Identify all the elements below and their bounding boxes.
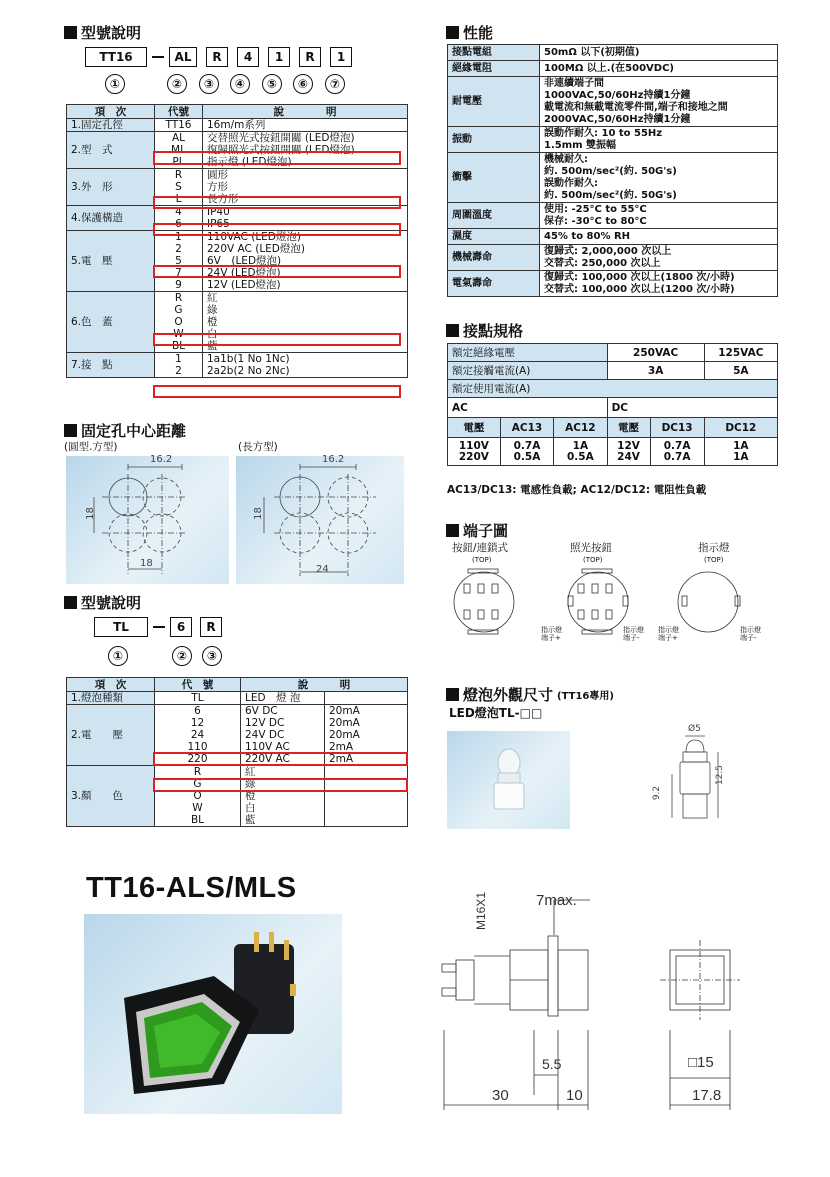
- code: W: [192, 802, 203, 814]
- perf-value: [540, 271, 778, 297]
- perf-line: 復歸式: 100,000 次以上(1800 次/小時): [544, 271, 735, 283]
- perf-line: 45% to 80% RH: [544, 230, 631, 242]
- perf-row: [448, 271, 778, 297]
- rated-i-value: 5A: [704, 362, 777, 380]
- dash-icon: [153, 626, 165, 628]
- table-row: [67, 231, 408, 292]
- terminal-tag: 指示燈 端子-: [740, 626, 761, 642]
- perf-row: [448, 127, 778, 153]
- amp: [329, 778, 403, 790]
- terminal-title: 端子圖: [446, 520, 508, 541]
- circle-number: ⑤: [262, 74, 282, 94]
- code-part: 1: [268, 47, 290, 67]
- perf-value: [540, 61, 778, 77]
- perf-key: 電氣壽命: [448, 271, 540, 297]
- amp: 2mA: [329, 753, 354, 765]
- model-title-1: 型號說明: [64, 22, 141, 43]
- desc: 12V (LED燈泡): [207, 279, 281, 291]
- ac-label: AC: [448, 398, 608, 418]
- row-item: 5.電 壓: [67, 231, 155, 292]
- code: TL: [191, 692, 204, 704]
- code-part: R: [200, 617, 222, 637]
- row-item: 3.顏 色: [67, 766, 155, 827]
- desc: 長方形: [207, 193, 239, 205]
- row-item: 6.色 蓋: [67, 292, 155, 353]
- dim-label: 18: [84, 507, 96, 520]
- code: R: [193, 766, 202, 778]
- rated-v-value: 250VAC: [607, 344, 704, 362]
- perf-key: 濕度: [448, 229, 540, 245]
- bulb-drawing: [650, 722, 740, 832]
- code: 5: [175, 255, 182, 267]
- dim-label: 5.5: [542, 1056, 562, 1072]
- table-row: [67, 169, 408, 206]
- desc: 24V (LED燈泡): [207, 267, 281, 279]
- hole-diagram-rect: [236, 456, 404, 584]
- square-bullet-icon: [446, 688, 459, 701]
- code: 1: [175, 231, 182, 243]
- row-codes: [155, 353, 203, 378]
- desc: IP40: [207, 206, 230, 218]
- code-part: AL: [169, 47, 197, 67]
- circle-number: ②: [172, 646, 192, 666]
- col-header: 項 次: [67, 105, 155, 119]
- row-codes: [155, 766, 241, 827]
- desc: 白: [207, 328, 218, 340]
- contact-val: 110V 220V: [448, 438, 501, 466]
- code: R: [174, 169, 183, 181]
- amp: [329, 814, 403, 826]
- desc: 1a1b(1 No 1Nc): [207, 353, 290, 365]
- perf-line: 機械耐久:: [544, 153, 588, 165]
- perf-line: 交替式: 100,000 次以上(1200 次/小時): [544, 283, 735, 295]
- code: 9: [175, 279, 182, 291]
- amp: 20mA: [329, 729, 360, 741]
- row-codes: [155, 169, 203, 206]
- row-descs: [203, 231, 408, 292]
- dim-label: 10: [566, 1087, 583, 1104]
- row-descs: [203, 132, 408, 169]
- dim-label: M16X1: [474, 891, 488, 930]
- code: PL: [172, 156, 185, 168]
- terminal-label: 照光按鈕: [570, 542, 612, 554]
- perf-line: 使用: -25°C to 55°C: [544, 203, 647, 215]
- code-part: R: [206, 47, 228, 67]
- product-title: TT16-ALS/MLS: [86, 872, 297, 904]
- desc: 綠: [207, 304, 218, 316]
- code: 220: [187, 753, 208, 765]
- perf-line: 保存: -30°C to 80°C: [544, 215, 647, 227]
- rated-v-label: 額定絕緣電壓: [448, 344, 608, 362]
- table-row: [67, 766, 408, 827]
- model-table-1: [66, 104, 408, 378]
- dim-label: 16.2: [322, 454, 345, 465]
- row-item: 1.固定孔徑: [67, 119, 155, 132]
- desc: 2a2b(2 No 2Nc): [207, 365, 290, 377]
- perf-row: [448, 77, 778, 127]
- table-row: [67, 206, 408, 231]
- perf-value: [540, 229, 778, 245]
- code: 1: [175, 353, 182, 365]
- desc: 6V DC: [245, 705, 278, 717]
- table-row: [67, 353, 408, 378]
- perf-value: [540, 203, 778, 229]
- model-table-2: [66, 677, 408, 827]
- desc: 白: [245, 802, 256, 814]
- perf-row: [448, 229, 778, 245]
- dim-label: 12.5: [715, 764, 726, 786]
- desc: 紅: [245, 766, 256, 778]
- code: 6: [194, 705, 201, 717]
- amp: 20mA: [329, 705, 360, 717]
- row-codes: [155, 206, 203, 231]
- model-code-1: [85, 47, 352, 67]
- row-descs: [241, 766, 325, 827]
- circle-number: ③: [202, 646, 222, 666]
- terminal-label: 指示燈: [698, 542, 730, 554]
- bulb-image: [447, 731, 570, 829]
- row-descs: [241, 692, 325, 705]
- dim-label: 16.2: [150, 454, 173, 465]
- code-part: TL: [94, 617, 148, 637]
- col-header: 說 明: [203, 105, 408, 119]
- code: 6: [175, 218, 182, 230]
- code: O: [193, 790, 202, 802]
- top-label: (TOP): [472, 556, 492, 564]
- code: 2: [175, 243, 182, 255]
- rated-i-value: 3A: [607, 362, 704, 380]
- code: R: [174, 292, 183, 304]
- rated-v-value: 125VAC: [704, 344, 777, 362]
- contact-col: AC13: [500, 418, 553, 438]
- desc: 220V AC: [245, 753, 290, 765]
- row-item: 4.保護構造: [67, 206, 155, 231]
- desc: 24V DC: [245, 729, 285, 741]
- desc: 交替照光式按鈕開關 (LED燈泡): [207, 132, 355, 144]
- contact-table: [447, 343, 778, 466]
- contact-col: 電壓: [448, 418, 501, 438]
- perf-value: [540, 45, 778, 61]
- table-row: [67, 292, 408, 353]
- code: AL: [171, 132, 186, 144]
- row-codes: [155, 292, 203, 353]
- dim-label: 17.8: [692, 1087, 722, 1104]
- code-part: TT16: [85, 47, 147, 67]
- perf-line: 交替式: 250,000 次以上: [544, 257, 661, 269]
- desc: 橙: [207, 316, 218, 328]
- perf-value: [540, 77, 778, 127]
- contact-val: 0.7A 0.5A: [500, 438, 553, 466]
- perf-row: [448, 203, 778, 229]
- perf-value: [540, 153, 778, 203]
- row-amps: [325, 692, 408, 705]
- code-part: 1: [330, 47, 352, 67]
- square-bullet-icon: [64, 26, 77, 39]
- desc: IP65: [207, 218, 230, 230]
- perf-line: 約. 500m/sec²(約. 50G's): [544, 165, 677, 177]
- perf-line: 1.5mm 雙振幅: [544, 139, 617, 151]
- circle-number: ①: [108, 646, 128, 666]
- perf-title: 性能: [446, 22, 493, 43]
- code: ML: [171, 144, 186, 156]
- desc: 紅: [207, 292, 218, 304]
- code: 2: [175, 365, 182, 377]
- code-circles-2: [94, 646, 234, 668]
- row-codes: [155, 692, 241, 705]
- code: O: [174, 316, 183, 328]
- col-header: 項 次: [67, 678, 155, 692]
- desc: 綠: [245, 778, 256, 790]
- code: L: [175, 193, 182, 205]
- desc: 藍: [207, 340, 218, 352]
- row-item: 2.電 壓: [67, 705, 155, 766]
- row-codes: [155, 132, 203, 169]
- perf-line: 2000VAC,50/60Hz持續1分鐘: [544, 113, 691, 125]
- bulb-title: 燈泡外觀尺寸 (TT16專用): [446, 684, 614, 705]
- contact-val: 12V 24V: [607, 438, 650, 466]
- dim-label: Ø5: [688, 724, 701, 734]
- perf-key: 機械壽命: [448, 245, 540, 271]
- model-code-2: [94, 617, 222, 637]
- amp: 2mA: [329, 741, 354, 753]
- desc: 110VAC (LED燈泡): [207, 231, 301, 243]
- row-codes: [155, 119, 203, 132]
- desc: 指示燈 (LED燈泡): [207, 156, 292, 168]
- code-circles-1: [85, 74, 355, 96]
- code-part: R: [299, 47, 321, 67]
- dim-label: 18: [140, 558, 153, 569]
- product-photo: [84, 914, 342, 1114]
- code: 7: [175, 267, 182, 279]
- table-row: [67, 132, 408, 169]
- circle-number: ④: [230, 74, 250, 94]
- code: 110: [187, 741, 208, 753]
- row-descs: [203, 119, 408, 132]
- bulb-sub: LED燈泡TL-□□: [449, 706, 543, 720]
- contact-val: 1A 1A: [704, 438, 777, 466]
- code-part: 4: [237, 47, 259, 67]
- row-item: 2.型 式: [67, 132, 155, 169]
- row-codes: [155, 231, 203, 292]
- top-label: (TOP): [583, 556, 603, 564]
- row-item: 7.接 點: [67, 353, 155, 378]
- dim-label: 18: [252, 507, 264, 520]
- perf-line: 50mΩ 以下(初期值): [544, 46, 640, 58]
- code: S: [175, 181, 182, 193]
- desc: 110V AC: [245, 741, 290, 753]
- contact-note: AC13/DC13: 電感性負載; AC12/DC12: 電阻性負載: [447, 484, 707, 496]
- terminal-tag: 指示燈 端子+: [541, 626, 562, 642]
- col-header: 說 明: [241, 678, 408, 692]
- dim-label: 9.2: [652, 785, 663, 801]
- circle-number: ①: [105, 74, 125, 94]
- desc: 橙: [245, 790, 256, 802]
- code: 12: [190, 717, 205, 729]
- model-title-2: 型號說明: [64, 592, 141, 613]
- perf-row: [448, 61, 778, 77]
- desc: 12V DC: [245, 717, 285, 729]
- perf-value: [540, 127, 778, 153]
- hole-label-rect: (長方型): [238, 441, 278, 453]
- desc: 16m/m系列: [207, 119, 266, 131]
- terminal-label: 按鈕/連鎖式: [452, 542, 509, 554]
- perf-line: 誤動作耐久:: [544, 177, 598, 189]
- dim-label: □15: [688, 1054, 714, 1071]
- square-bullet-icon: [446, 324, 459, 337]
- desc: 6V (LED燈泡): [207, 255, 282, 267]
- hole-title: 固定孔中心距離: [64, 420, 186, 441]
- code: BL: [171, 340, 186, 352]
- desc: LED 燈 泡: [245, 692, 301, 704]
- desc: 藍: [245, 814, 256, 826]
- row-item: 3.外 形: [67, 169, 155, 206]
- hole-diagram-round: [66, 456, 229, 584]
- square-bullet-icon: [64, 424, 77, 437]
- desc: 方形: [207, 181, 228, 193]
- perf-key: 耐電壓: [448, 77, 540, 127]
- product-image: [84, 914, 342, 1114]
- code-part: 6: [170, 617, 192, 637]
- code: G: [193, 778, 202, 790]
- perf-key: 周圍溫度: [448, 203, 540, 229]
- hole-label-round: (圓型.方型): [64, 441, 118, 453]
- perf-value: [540, 245, 778, 271]
- perf-row: [448, 245, 778, 271]
- dim-label: 24: [316, 564, 329, 575]
- perf-line: 誤動作耐久: 10 to 55Hz: [544, 127, 663, 139]
- terminal-tag: 指示燈 端子-: [623, 626, 644, 642]
- terminal-tag: 指示燈 端子+: [658, 626, 679, 642]
- row-codes: [155, 705, 241, 766]
- circle-number: ②: [167, 74, 187, 94]
- desc: 圓形: [207, 169, 228, 181]
- amp: [329, 790, 403, 802]
- row-descs: [203, 169, 408, 206]
- contact-col: 電壓: [607, 418, 650, 438]
- circle-number: ③: [199, 74, 219, 94]
- square-bullet-icon: [446, 524, 459, 537]
- perf-line: 約. 500m/sec²(約. 50G's): [544, 189, 677, 201]
- perf-key: 衝擊: [448, 153, 540, 203]
- dim-label: 30: [492, 1087, 509, 1104]
- row-descs: [241, 705, 325, 766]
- row-descs: [203, 206, 408, 231]
- amp: 20mA: [329, 717, 360, 729]
- col-header: 代 號: [155, 678, 241, 692]
- row-item: 1.燈泡種類: [67, 692, 155, 705]
- terminal-drawings: [446, 564, 776, 654]
- col-header: 代號: [155, 105, 203, 119]
- circle-number: ⑦: [325, 74, 345, 94]
- highlight-box: [153, 385, 401, 398]
- perf-table: [447, 44, 778, 297]
- perf-line: 非連續端子間: [544, 77, 604, 89]
- row-descs: [203, 292, 408, 353]
- use-i-label: 額定使用電流(A): [448, 380, 778, 398]
- square-bullet-icon: [446, 26, 459, 39]
- contact-title: 接點規格: [446, 320, 523, 341]
- contact-col: DC12: [704, 418, 777, 438]
- code: G: [174, 304, 183, 316]
- perf-row: [448, 153, 778, 203]
- desc: 復歸照光式按鈕開關 (LED燈泡): [207, 144, 355, 156]
- amp: [329, 766, 403, 778]
- perf-line: 復歸式: 2,000,000 次以上: [544, 245, 672, 257]
- perf-line: 100MΩ 以上.(在500VDC): [544, 62, 674, 74]
- dash-icon: [152, 56, 164, 58]
- row-amps: [325, 766, 408, 827]
- circle-number: ⑥: [293, 74, 313, 94]
- table-row: [67, 705, 408, 766]
- dim-label: 7max.: [536, 892, 577, 909]
- top-label: (TOP): [704, 556, 724, 564]
- amp: [329, 692, 403, 704]
- contact-col: DC13: [650, 418, 704, 438]
- contact-val: 1A 0.5A: [554, 438, 607, 466]
- rated-i-label: 額定接觸電流(A): [448, 362, 608, 380]
- code: 4: [175, 206, 182, 218]
- square-bullet-icon: [64, 596, 77, 609]
- amp: [329, 802, 403, 814]
- code: W: [173, 328, 184, 340]
- desc: 220V AC (LED燈泡): [207, 243, 305, 255]
- perf-key: 接點電組: [448, 45, 540, 61]
- perf-key: 振動: [448, 127, 540, 153]
- row-amps: [325, 705, 408, 766]
- bulb-photo: [447, 731, 570, 829]
- code: TT16: [165, 119, 192, 131]
- table-row: [67, 692, 408, 705]
- perf-key: 絕緣電阻: [448, 61, 540, 77]
- code: 24: [190, 729, 205, 741]
- perf-row: [448, 45, 778, 61]
- contact-val: 0.7A 0.7A: [650, 438, 704, 466]
- code: BL: [190, 814, 205, 826]
- perf-line: 1000VAC,50/60Hz持續1分鐘: [544, 89, 691, 101]
- dc-label: DC: [607, 398, 777, 418]
- table-row: [67, 119, 408, 132]
- perf-line: 載電流和無載電流零件間,端子和接地之間: [544, 101, 728, 113]
- contact-col: AC12: [554, 418, 607, 438]
- row-descs: [203, 353, 408, 378]
